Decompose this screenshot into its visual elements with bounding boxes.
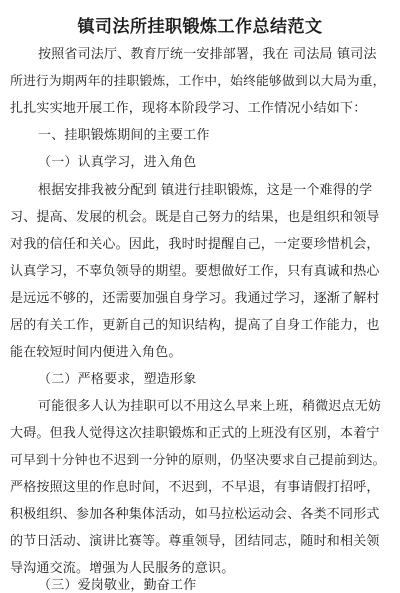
paragraph-line: 严格按照这里的作息时间，不迟到，不早退，有事请假打招呼， — [10, 480, 380, 495]
subsection-heading: （二）严格要求，塑造形象 — [38, 372, 197, 387]
paragraph-line: 居的有关工作，更新自己的知识结构，提高了自身工作能力，也 — [10, 318, 380, 333]
paragraph-line: 是远远不够的，还需要加强自身学习。我通过学习，逐渐了解村 — [10, 291, 380, 306]
paragraph-line: 积极组织、参加各种集体活动，如马拉松运动会、各类不同形式 — [10, 507, 380, 522]
paragraph-line: 能在较短时间内便进入角色。 — [10, 345, 182, 360]
subsection-heading: （一）认真学习，进入角色 — [38, 155, 197, 170]
section-heading: 一、挂职锻炼期间的主要工作 — [38, 128, 210, 143]
paragraph-line: 可能很多人认为挂职可以不用这么早来上班，稍微迟点无妨 — [38, 399, 382, 414]
paragraph-line: 按照省司法厅、教育厅统一安排部署，我在 司法局 镇司法 — [38, 47, 377, 62]
paragraph-line: 导沟通交流。增强为人民服务的意识。 — [10, 561, 235, 576]
paragraph-line: 认真学习，不辜负领导的期望。要想做好工作，只有真诚和热心 — [10, 264, 380, 279]
paragraph-line: 对我的信任和关心。因此，我时时提醒自己，一定要珍惜机会， — [10, 237, 380, 252]
paragraph-line: 所进行为期两年的挂职锻炼，工作中，始终能够做到以大局为重， — [10, 74, 386, 89]
subsection-heading: （三）爱岗敬业，勤奋工作 — [38, 578, 197, 593]
paragraph-line: 大碍。但我人觉得这次挂职锻炼和正式的上班没有区别，本着宁 — [10, 426, 380, 441]
paragraph-line: 可早到十分钟也不迟到一分钟的原则，仍坚决要求自己提前到达。 — [10, 453, 386, 468]
paragraph-line: 扎扎实实地开展工作，现将本阶段学习、工作情况小结如下： — [10, 101, 367, 116]
paragraph-line: 的节日活动、演讲比赛等。尊重领导，团结同志，随时和相关领 — [10, 534, 380, 549]
paragraph-line: 习、提高、发展的机会。既是自己努力的结果，也是组织和领导 — [10, 210, 380, 225]
document-title: 镇司法所挂职锻炼工作总结范文 — [77, 17, 323, 37]
paragraph-line: 根据安排我被分配到 镇进行挂职锻炼，这是一个难得的学 — [38, 183, 373, 198]
